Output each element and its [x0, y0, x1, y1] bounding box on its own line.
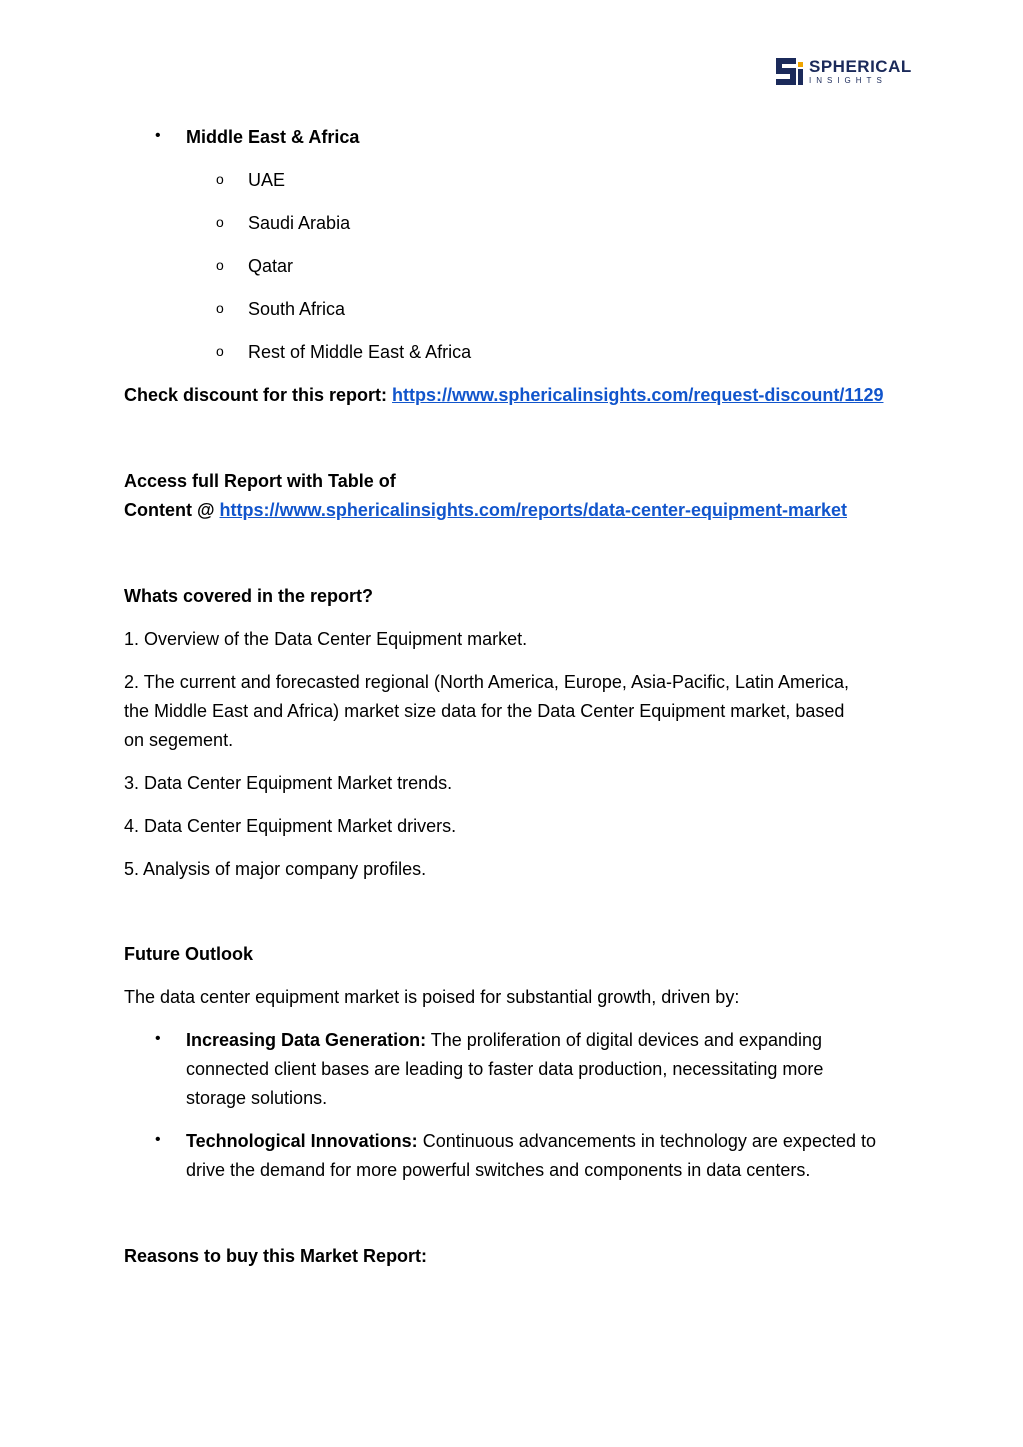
- bullet-icon: •: [155, 1030, 161, 1047]
- report-link[interactable]: https://www.sphericalinsights.com/reports/data-center-equipment-market: [219, 500, 847, 520]
- access-label-line2: Content @: [124, 500, 220, 520]
- covered-item: 2. The current and forecasted regional (North America, Europe, Asia-Pacific, Latin America,: [124, 672, 850, 692]
- covered-item: the Middle East and Africa) market size data for the Data Center Equipment market, based: [124, 701, 845, 721]
- country-item: South Africa: [248, 299, 346, 319]
- discount-label: Check discount for this report:: [124, 385, 393, 405]
- country-item: Qatar: [248, 256, 294, 276]
- discount-line: [124, 384, 883, 406]
- outlook-point-line: [186, 1029, 822, 1051]
- bullet-icon: •: [155, 127, 161, 144]
- bullet-icon: •: [155, 1131, 161, 1148]
- country-item: UAE: [248, 170, 286, 190]
- country-item: Saudi Arabia: [248, 213, 351, 233]
- covered-item: 4. Data Center Equipment Market drivers.: [124, 816, 457, 836]
- outlook-point-text: The proliferation of digital devices and expanding: [426, 1030, 823, 1050]
- outlook-heading: Future Outlook: [124, 944, 253, 964]
- outlook-point-text: Continuous advancements in technology are expected to: [417, 1131, 876, 1151]
- covered-item: 5. Analysis of major company profiles.: [124, 859, 427, 879]
- access-label-line1: Access full Report with Table of: [124, 471, 396, 491]
- covered-item: 1. Overview of the Data Center Equipment market.: [124, 629, 528, 649]
- covered-item: on segement.: [124, 730, 234, 750]
- region-heading: Middle East & Africa: [186, 127, 360, 147]
- outlook-point-text: connected client bases are leading to faster data production, necessitating more: [186, 1059, 824, 1079]
- logo-subtitle: INSIGHTS: [809, 76, 887, 85]
- country-item: Rest of Middle East & Africa: [248, 342, 472, 362]
- access-line2: [124, 499, 847, 521]
- covered-heading: Whats covered in the report?: [124, 586, 374, 606]
- sub-bullet-icon: o: [216, 257, 224, 273]
- outlook-point-line: [186, 1130, 876, 1152]
- spherical-insights-logo: [776, 58, 912, 85]
- outlook-point-text: storage solutions.: [186, 1088, 328, 1108]
- reasons-heading: Reasons to buy this Market Report:: [124, 1246, 428, 1266]
- outlook-point-title: Technological Innovations:: [186, 1131, 418, 1151]
- outlook-point-text: drive the demand for more powerful switches and components in data centers.: [186, 1160, 811, 1180]
- sub-bullet-icon: o: [216, 214, 224, 230]
- logo-wordmark: SPHERICAL: [809, 57, 912, 76]
- covered-item: 3. Data Center Equipment Market trends.: [124, 773, 453, 793]
- sub-bullet-icon: o: [216, 300, 224, 316]
- logo-mark-icon: [776, 58, 803, 85]
- outlook-intro: The data center equipment market is poised for substantial growth, driven by:: [124, 987, 740, 1007]
- discount-link[interactable]: https://www.sphericalinsights.com/request-discount/1129: [392, 385, 884, 405]
- outlook-point-title: Increasing Data Generation:: [186, 1030, 427, 1050]
- sub-bullet-icon: o: [216, 171, 224, 187]
- sub-bullet-icon: o: [216, 343, 224, 359]
